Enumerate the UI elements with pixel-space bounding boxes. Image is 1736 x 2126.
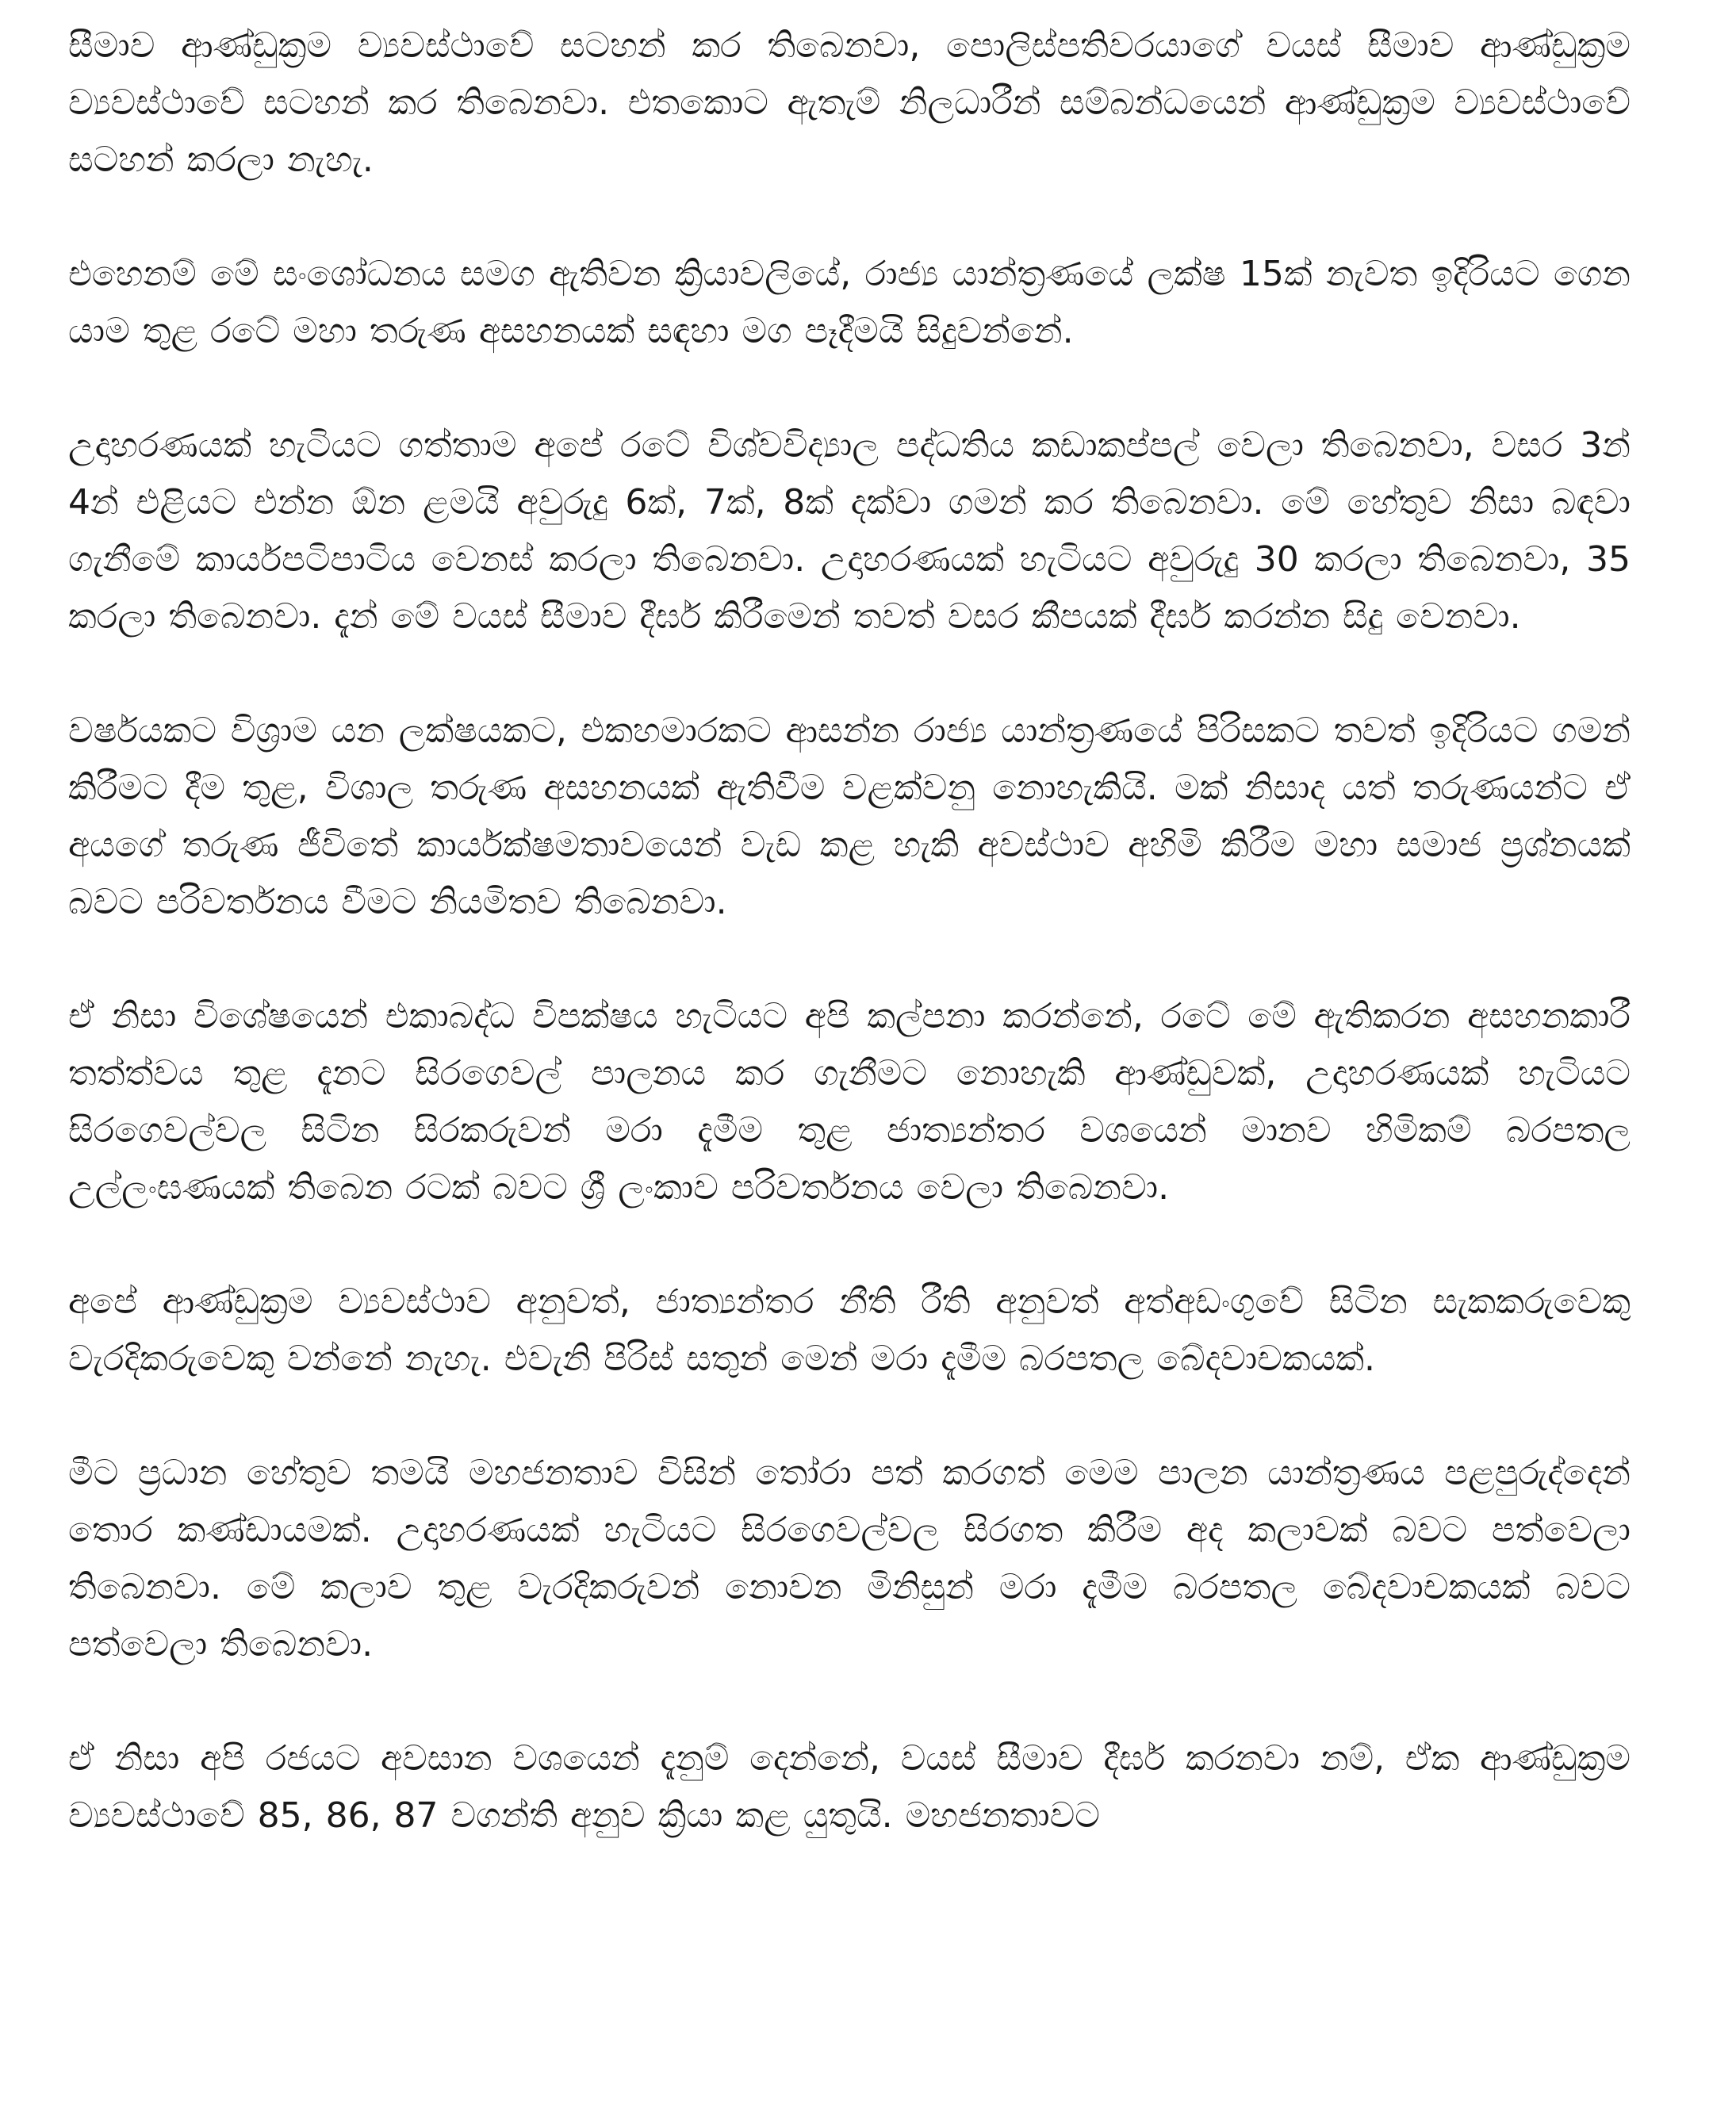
paragraph-5: ඒ නිසා විශේෂයෙන් එකාබද්ධ විපක්ෂය හැටියට අපි කල්පනා කරන්නේ, රටේ මේ ඇතිකරන අසහනකාරී තත්ත්වය තුළ දැනට සිරගෙවල් පාලනය කර ගැනීමට නොහැකි ආණ්ඩුවක්, උදාහරණයක් හැටියට සිරගෙවල්වල සිටින සිරකරුවන් මරා දැමීම තුළ ජාත්‍යන්තර වශයෙන් මානව හිමිකම් බරපතල උල්ලංඝණයක් තිබෙන රටක් බවට ශ්‍රී ලංකාව පරිවර්තනය වෙලා තිබෙනවා.: [68, 996, 1631, 1208]
paragraph-3: උදාහරණයක් හැටියට ගත්තාම අපේ රටේ විශ්වවිද්‍යාල පද්ධතිය කඩාකප්පල් වෙලා තිබෙනවා, වසර 3න් 4න් එළියට එන්න ඕන ළමයි අවුරුදු 6ක්, 7ක්, 8ක් දක්වා ගමන් කර තිබෙනවා. මේ හේතුව නිසා බඳවා ගැනීමේ කාර්යපටිපාටිය වෙනස් කරලා තිබෙනවා. උදාහරණයක් හැටියට අවුරුදු 30 කරලා තිබෙනවා, 35 කරලා තිබෙනවා. දැන් මේ වයස් සීමාව දීර්ඝ කිරීමෙන් තවත් වසර කීපයක් දීර්ඝ කරන්න සිදු වෙනවා.: [68, 425, 1631, 637]
paragraph-8: ඒ නිසා අපි රජයට අවසාන වශයෙන් දැනුම් දෙන්නේ, වයස් සීමාව දීර්ඝ කරනවා නම්, ඒක ආණ්ඩුක්‍රම ව්‍යවස්ථාවේ 85, 86, 87 වගන්ති අනුව ක්‍රියා කළ යුතුයි. මහජනතාවට: [68, 1738, 1631, 1836]
paragraph-1: සීමාව ආණ්ඩුක්‍රම ව්‍යවස්ථාවේ සටහන් කර තිබෙනවා, පොලිස්පතිවරයාගේ වයස් සීමාව ආණ්ඩුක්‍රම ව්‍යවස්ථාවේ සටහන් කර තිබෙනවා. එතකොට ඇතැම් නිලධාරීන් සම්බන්ධයෙන් ආණ්ඩුක්‍රම ව්‍යවස්ථාවේ සටහන් කරලා නැහැ.: [68, 25, 1631, 180]
paragraph-4: වර්ෂයකට විශ්‍රාම යන ලක්ෂයකට, එකහමාරකට ආසන්න රාජ්‍ය යාන්ත්‍රණයේ පිරිසකට තවත් ඉදිරියට ගමන් කිරීමට දීම තුළ, විශාල තරුණ අසහනයක් ඇතිවීම වළක්වනු නොහැකියි. මක් නිසාද යත් තරුණයන්ට ඒ අයගේ තරුණ ජීවිතේ කාර්යක්ෂමතාවයෙන් වැඩ කළ හැකි අවස්ථාව අහිමි කිරීම මහා සමාජ ප්‍රශ්නයක් බවට පරිවර්තනය වීමට නියමිතව තිබෙනවා.: [68, 711, 1631, 922]
paragraph-7: මීට ප්‍රධාන හේතුව තමයි මහජනතාව විසින් තෝරා පත් කරගත් මෙම පාලන යාන්ත්‍රණය පළපුරුද්දෙන් තොර කණ්ඩායමක්. උදාහරණයක් හැටියට සිරගෙවල්වල සිරගත කිරීම අද කලාවක් බවට පත්වෙලා තිබෙනවා. මේ කලාව තුළ වැරදිකරුවන් නොවන මිනිසුන් මරා දැමීම බරපතල බේදවාචකයක් බවට පත්වෙලා තිබෙනවා.: [68, 1453, 1631, 1664]
paragraph-6: අපේ ආණ්ඩුක්‍රම ව්‍යවස්ථාව අනුවත්, ජාත්‍යන්තර නීති රීති අනුවත් අත්අඩංගුවේ සිටින සැකකරුවෙකු වැරදිකරුවෙකු වන්නේ නැහැ. එවැනි පිරිස් සතුන් මෙන් මරා දැමීම බරපතල බේදවාචකයක්.: [68, 1281, 1631, 1379]
paragraph-2: එහෙනම් මේ සංශෝධනය සමග ඇතිවන ක්‍රියාවලියේ, රාජ්‍ය යාන්ත්‍රණයේ ලක්ෂ 15ක් නැවත ඉදිරියට ගෙන යාම තුළ රටේ මහා තරුණ අසහනයක් සඳහා මග පෑදීමයි සිදුවන්නේ.: [68, 254, 1631, 351]
